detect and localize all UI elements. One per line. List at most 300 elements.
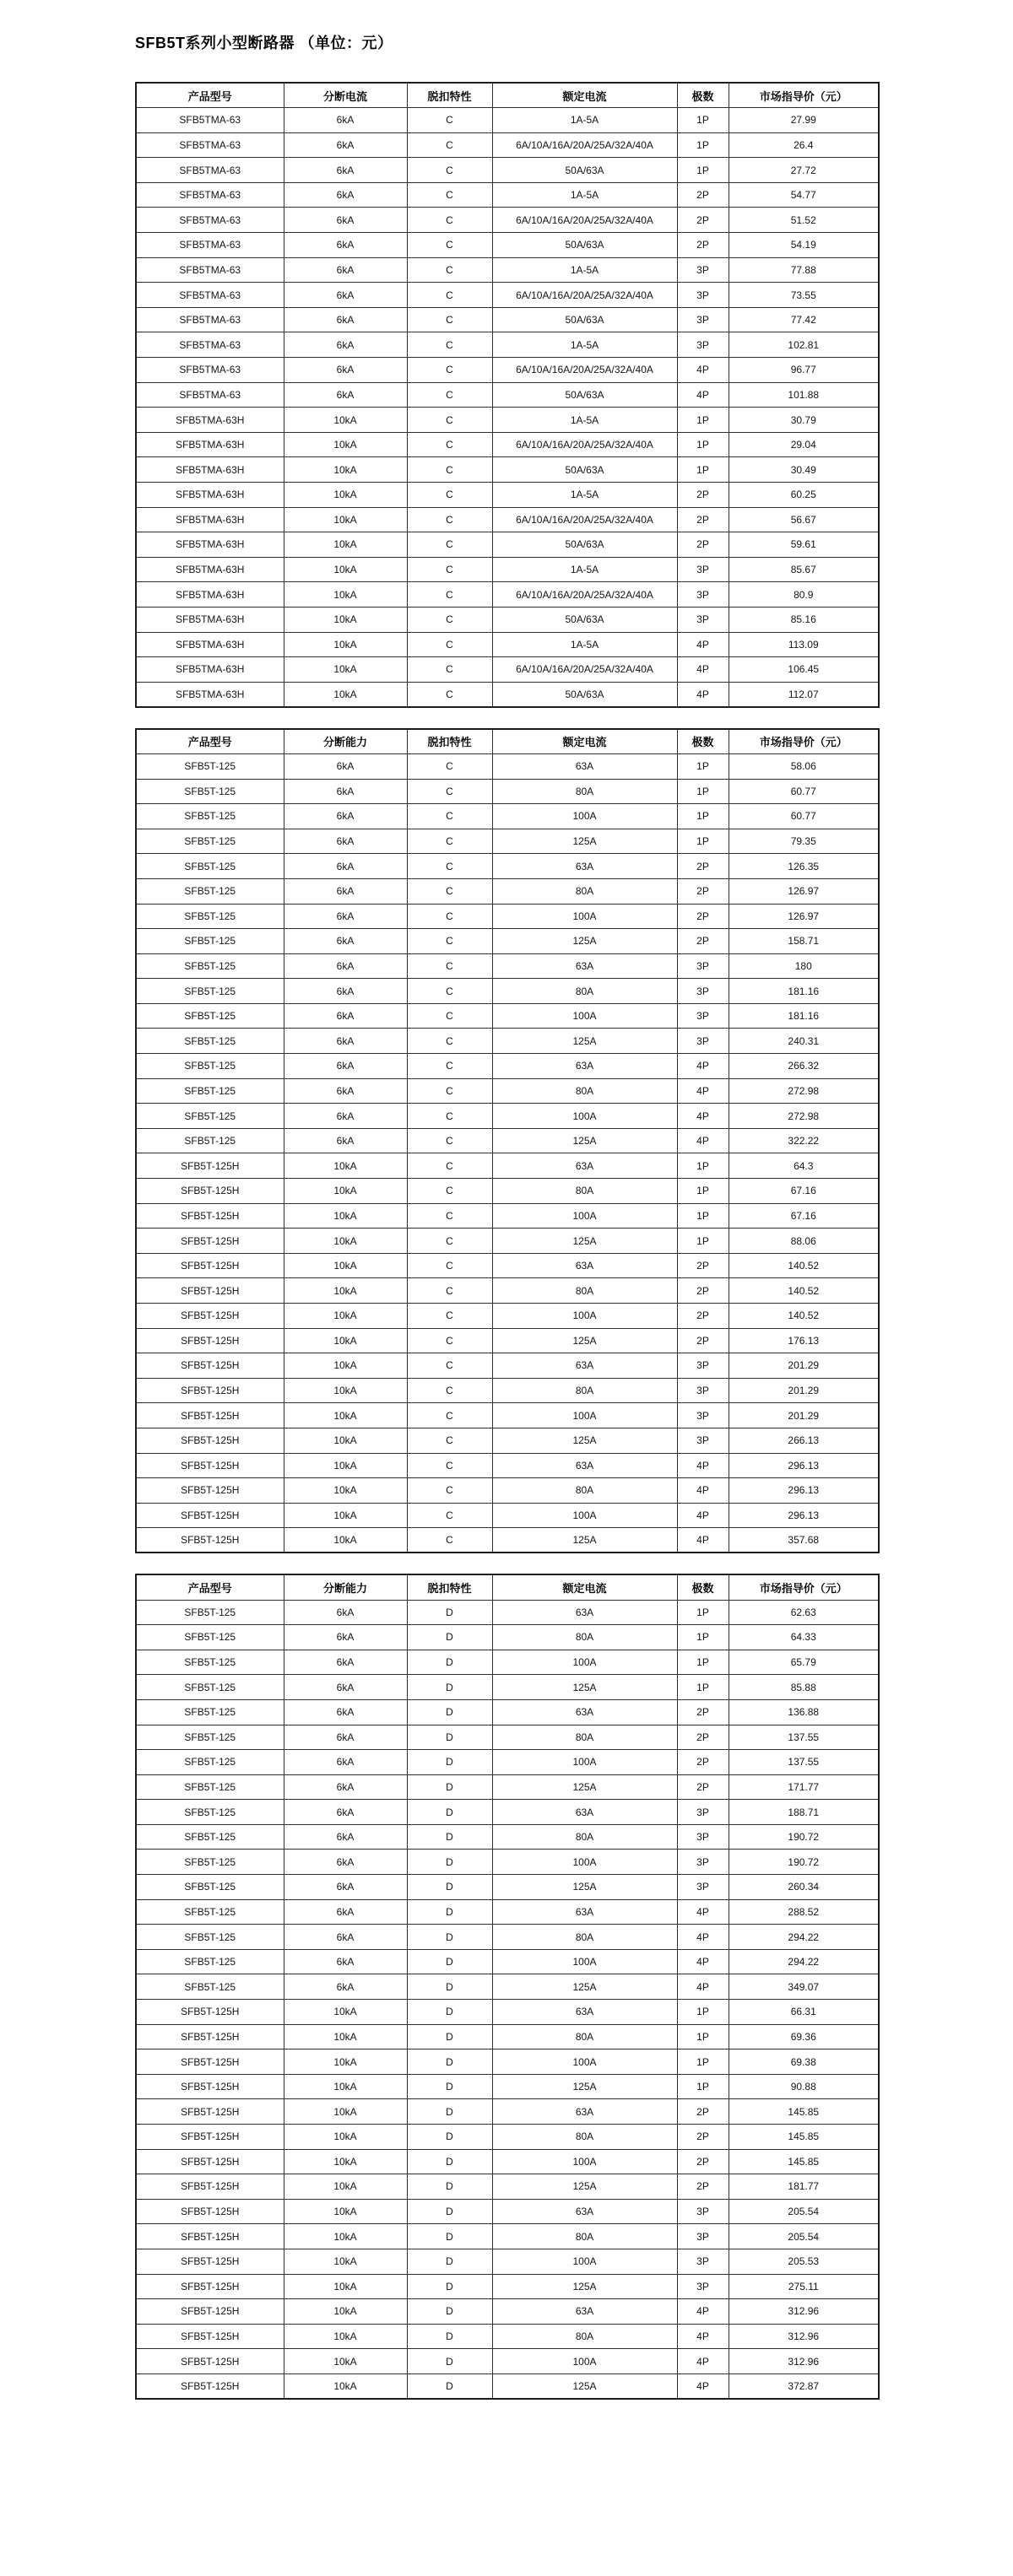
- table-row: [136, 979, 879, 1004]
- table-cell: 3P: [677, 557, 729, 582]
- table-row: [136, 1153, 879, 1179]
- table-cell: SFB5T-125H: [136, 2299, 284, 2325]
- table-cell: SFB5T-125: [136, 1774, 284, 1800]
- table-cell: 10kA: [284, 1503, 407, 1528]
- table-cell: C: [407, 979, 492, 1004]
- table-cell: 29.04: [729, 432, 879, 457]
- table-cell: 67.16: [729, 1203, 879, 1229]
- table-cell: SFB5T-125H: [136, 2174, 284, 2200]
- table-cell: 3P: [677, 953, 729, 979]
- table-cell: 4P: [677, 1503, 729, 1528]
- table-cell: 6kA: [284, 779, 407, 804]
- table-cell: 4P: [677, 1128, 729, 1153]
- table-cell: 2P: [677, 233, 729, 258]
- table-row: [136, 607, 879, 632]
- table-cell: 80A: [492, 1925, 677, 1950]
- table-cell: 6kA: [284, 1029, 407, 1054]
- table-row: [136, 878, 879, 904]
- table-cell: 1A-5A: [492, 332, 677, 358]
- table-header-row: [136, 1574, 879, 1600]
- table-cell: SFB5T-125: [136, 1054, 284, 1079]
- table-row: [136, 854, 879, 879]
- table-cell: C: [407, 829, 492, 854]
- table-cell: 112.07: [729, 682, 879, 707]
- table-row: [136, 208, 879, 233]
- table-row: [136, 382, 879, 408]
- table-cell: 6kA: [284, 1600, 407, 1625]
- table-cell: 6kA: [284, 1899, 407, 1925]
- table-row: [136, 1003, 879, 1029]
- table-cell: 10kA: [284, 2224, 407, 2249]
- table-cell: 6kA: [284, 1750, 407, 1775]
- table-cell: 6kA: [284, 1774, 407, 1800]
- table-cell: 125A: [492, 1128, 677, 1153]
- table-cell: 6kA: [284, 979, 407, 1004]
- table-cell: SFB5T-125: [136, 1003, 284, 1029]
- table-row: [136, 457, 879, 483]
- table-cell: 51.52: [729, 208, 879, 233]
- table-cell: SFB5TMA-63: [136, 108, 284, 133]
- table-cell: 10kA: [284, 1304, 407, 1329]
- table-row: [136, 2049, 879, 2075]
- table-cell: SFB5T-125: [136, 1949, 284, 1974]
- table-cell: D: [407, 1774, 492, 1800]
- table-row: [136, 332, 879, 358]
- table-cell: D: [407, 2349, 492, 2374]
- table-cell: D: [407, 2125, 492, 2150]
- table-cell: SFB5T-125H: [136, 2373, 284, 2399]
- table-cell: 100A: [492, 2349, 677, 2374]
- table-cell: D: [407, 1850, 492, 1875]
- table-cell: SFB5T-125H: [136, 1503, 284, 1528]
- table-cell: 136.88: [729, 1699, 879, 1725]
- table-cell: 54.77: [729, 182, 879, 208]
- table-cell: 145.85: [729, 2125, 879, 2150]
- table-cell: 6kA: [284, 1003, 407, 1029]
- table-cell: 1P: [677, 2074, 729, 2099]
- table-cell: 100A: [492, 1003, 677, 1029]
- table-cell: 85.67: [729, 557, 879, 582]
- table-row: [136, 2199, 879, 2224]
- table-cell: 3P: [677, 2224, 729, 2249]
- table-cell: 1P: [677, 804, 729, 829]
- table-cell: D: [407, 2224, 492, 2249]
- table-cell: C: [407, 1528, 492, 1553]
- table-cell: 101.88: [729, 382, 879, 408]
- table-cell: C: [407, 307, 492, 332]
- table-row: [136, 1600, 879, 1625]
- table-cell: 100A: [492, 804, 677, 829]
- table-row: [136, 1078, 879, 1104]
- table-row: [136, 1203, 879, 1229]
- table-cell: C: [407, 1353, 492, 1379]
- table-cell: C: [407, 632, 492, 657]
- table-cell: 137.55: [729, 1750, 879, 1775]
- table-cell: C: [407, 1179, 492, 1204]
- column-header: 极数: [677, 1574, 729, 1600]
- table-row: [136, 953, 879, 979]
- table-cell: SFB5T-125H: [136, 1403, 284, 1428]
- table-cell: D: [407, 2049, 492, 2075]
- table-cell: 60.77: [729, 779, 879, 804]
- table-row: [136, 1725, 879, 1750]
- table-cell: 10kA: [284, 2299, 407, 2325]
- table-row: [136, 1899, 879, 1925]
- table-cell: C: [407, 1304, 492, 1329]
- table-cell: SFB5T-125: [136, 753, 284, 779]
- table-cell: 125A: [492, 1528, 677, 1553]
- table-cell: 1A-5A: [492, 483, 677, 508]
- table-cell: C: [407, 929, 492, 954]
- table-cell: C: [407, 132, 492, 158]
- table-row: [136, 2125, 879, 2150]
- table-cell: 6kA: [284, 158, 407, 183]
- table-cell: SFB5TMA-63: [136, 307, 284, 332]
- table-cell: SFB5TMA-63: [136, 283, 284, 308]
- table-cell: C: [407, 804, 492, 829]
- table-cell: 80A: [492, 1378, 677, 1403]
- table-cell: 10kA: [284, 1528, 407, 1553]
- table-cell: D: [407, 1925, 492, 1950]
- table-cell: 100A: [492, 1650, 677, 1675]
- table-cell: C: [407, 358, 492, 383]
- table-cell: 1P: [677, 1675, 729, 1700]
- table-cell: 10kA: [284, 432, 407, 457]
- table-row: [136, 657, 879, 683]
- table-cell: 63A: [492, 2199, 677, 2224]
- table-cell: 26.4: [729, 132, 879, 158]
- table-cell: C: [407, 1203, 492, 1229]
- column-header: 产品型号: [136, 1574, 284, 1600]
- table-cell: C: [407, 332, 492, 358]
- table-cell: C: [407, 283, 492, 308]
- table-cell: 100A: [492, 1203, 677, 1229]
- table-cell: SFB5T-125H: [136, 1353, 284, 1379]
- table-cell: 80A: [492, 2324, 677, 2349]
- table-cell: 10kA: [284, 2274, 407, 2299]
- table-cell: D: [407, 2299, 492, 2325]
- table-cell: C: [407, 257, 492, 283]
- table-row: [136, 1478, 879, 1504]
- table-cell: SFB5T-125H: [136, 2000, 284, 2025]
- table-cell: 2P: [677, 2099, 729, 2125]
- table-cell: 158.71: [729, 929, 879, 954]
- table-cell: 6kA: [284, 332, 407, 358]
- table-cell: 4P: [677, 1104, 729, 1129]
- table-cell: SFB5T-125: [136, 1899, 284, 1925]
- table-cell: 2P: [677, 1725, 729, 1750]
- table-row: [136, 307, 879, 332]
- table-header-row: [136, 83, 879, 108]
- table-cell: C: [407, 432, 492, 457]
- table-cell: 6kA: [284, 257, 407, 283]
- table-cell: SFB5T-125: [136, 1800, 284, 1825]
- table-cell: 1P: [677, 132, 729, 158]
- table-cell: 63A: [492, 2099, 677, 2125]
- table-cell: D: [407, 2000, 492, 2025]
- table-row: [136, 132, 879, 158]
- table-cell: 10kA: [284, 532, 407, 558]
- table-cell: 4P: [677, 2324, 729, 2349]
- table-cell: 50A/63A: [492, 457, 677, 483]
- table-cell: SFB5T-125H: [136, 2074, 284, 2099]
- table-cell: 2P: [677, 2174, 729, 2200]
- table-cell: 140.52: [729, 1278, 879, 1304]
- table-cell: 80A: [492, 979, 677, 1004]
- column-header: 脱扣特性: [407, 1574, 492, 1600]
- table-cell: SFB5T-125: [136, 904, 284, 929]
- table-cell: 1A-5A: [492, 632, 677, 657]
- table-cell: 3P: [677, 307, 729, 332]
- table-cell: 10kA: [284, 2324, 407, 2349]
- table-cell: SFB5T-125H: [136, 2024, 284, 2049]
- table-cell: 6kA: [284, 929, 407, 954]
- table-cell: 77.88: [729, 257, 879, 283]
- table-cell: 145.85: [729, 2149, 879, 2174]
- table-cell: 6kA: [284, 1054, 407, 1079]
- table-row: [136, 1625, 879, 1650]
- table-row: [136, 2074, 879, 2099]
- table-cell: SFB5T-125H: [136, 2274, 284, 2299]
- table-row: [136, 408, 879, 433]
- table-cell: D: [407, 2373, 492, 2399]
- table-row: [136, 158, 879, 183]
- table-row: [136, 929, 879, 954]
- table-cell: 80A: [492, 878, 677, 904]
- table-cell: C: [407, 1104, 492, 1129]
- table-cell: 205.54: [729, 2199, 879, 2224]
- table-cell: 10kA: [284, 483, 407, 508]
- table-row: [136, 1974, 879, 2000]
- table-row: [136, 1403, 879, 1428]
- table-cell: 201.29: [729, 1378, 879, 1403]
- table-cell: C: [407, 953, 492, 979]
- table-cell: 10kA: [284, 2199, 407, 2224]
- table-cell: 312.96: [729, 2349, 879, 2374]
- table-cell: 266.13: [729, 1428, 879, 1453]
- table-cell: C: [407, 1253, 492, 1278]
- table-cell: SFB5T-125H: [136, 1328, 284, 1353]
- table-cell: 80A: [492, 1179, 677, 1204]
- table-row: [136, 1699, 879, 1725]
- table-cell: 10kA: [284, 582, 407, 608]
- table-cell: 80A: [492, 779, 677, 804]
- table-row: [136, 1503, 879, 1528]
- table-cell: 2P: [677, 2125, 729, 2150]
- table-cell: 80A: [492, 1824, 677, 1850]
- table-cell: 63A: [492, 753, 677, 779]
- table-row: [136, 557, 879, 582]
- table-cell: 181.16: [729, 1003, 879, 1029]
- table-cell: 3P: [677, 1875, 729, 1900]
- table-row: [136, 1054, 879, 1079]
- table-row: [136, 2299, 879, 2325]
- table-cell: 6kA: [284, 1824, 407, 1850]
- table-cell: C: [407, 1229, 492, 1254]
- table-cell: 294.22: [729, 1925, 879, 1950]
- table-cell: 125A: [492, 929, 677, 954]
- table-cell: 171.77: [729, 1774, 879, 1800]
- table-row: [136, 1253, 879, 1278]
- table-row: [136, 1824, 879, 1850]
- table-cell: 50A/63A: [492, 307, 677, 332]
- table-row: [136, 182, 879, 208]
- table-cell: D: [407, 1974, 492, 2000]
- table-cell: 1P: [677, 2000, 729, 2025]
- table-cell: 63A: [492, 1253, 677, 1278]
- table-cell: 180: [729, 953, 879, 979]
- table-cell: 2P: [677, 532, 729, 558]
- table-cell: 6kA: [284, 108, 407, 133]
- table-cell: D: [407, 2274, 492, 2299]
- table-cell: 125A: [492, 2373, 677, 2399]
- table-cell: 96.77: [729, 358, 879, 383]
- table-cell: 4P: [677, 358, 729, 383]
- table-row: [136, 358, 879, 383]
- table-cell: SFB5T-125: [136, 829, 284, 854]
- table-cell: 6A/10A/16A/20A/25A/32A/40A: [492, 507, 677, 532]
- table-cell: SFB5T-125H: [136, 1278, 284, 1304]
- table-cell: D: [407, 1800, 492, 1825]
- table-cell: SFB5TMA-63H: [136, 607, 284, 632]
- table-cell: SFB5T-125: [136, 1750, 284, 1775]
- table-row: [136, 2349, 879, 2374]
- table-cell: SFB5T-125: [136, 929, 284, 954]
- table-cell: 2P: [677, 208, 729, 233]
- table-cell: 4P: [677, 1949, 729, 1974]
- table-cell: 10kA: [284, 1353, 407, 1379]
- table-cell: C: [407, 878, 492, 904]
- table-row: [136, 2224, 879, 2249]
- table-cell: 10kA: [284, 2125, 407, 2150]
- table-cell: SFB5T-125: [136, 1675, 284, 1700]
- table-cell: 1P: [677, 2049, 729, 2075]
- table-cell: 64.3: [729, 1153, 879, 1179]
- table-cell: C: [407, 657, 492, 683]
- table-cell: 3P: [677, 1003, 729, 1029]
- table-cell: 3P: [677, 1029, 729, 1054]
- table-cell: SFB5TMA-63: [136, 233, 284, 258]
- table-row: [136, 1875, 879, 1900]
- table-cell: 205.53: [729, 2249, 879, 2274]
- table-cell: 6kA: [284, 1725, 407, 1750]
- table-cell: 10kA: [284, 2099, 407, 2125]
- table-cell: SFB5T-125H: [136, 2125, 284, 2150]
- table-cell: 6kA: [284, 1650, 407, 1675]
- table-cell: 10kA: [284, 408, 407, 433]
- table-cell: 10kA: [284, 2000, 407, 2025]
- table-cell: D: [407, 1699, 492, 1725]
- table-cell: 6kA: [284, 804, 407, 829]
- table-cell: 3P: [677, 1353, 729, 1379]
- table-row: [136, 632, 879, 657]
- table-cell: 3P: [677, 2249, 729, 2274]
- table-cell: 3P: [677, 1378, 729, 1403]
- column-header: 市场指导价（元）: [729, 83, 879, 108]
- table-cell: 10kA: [284, 1153, 407, 1179]
- table-cell: D: [407, 2324, 492, 2349]
- column-header: 产品型号: [136, 729, 284, 754]
- table-cell: 372.87: [729, 2373, 879, 2399]
- table-cell: 6kA: [284, 1875, 407, 1900]
- table-cell: SFB5T-125: [136, 1875, 284, 1900]
- table-cell: SFB5T-125: [136, 1078, 284, 1104]
- table-cell: 63A: [492, 1153, 677, 1179]
- table-cell: 125A: [492, 1328, 677, 1353]
- table-cell: 79.35: [729, 829, 879, 854]
- table-cell: C: [407, 753, 492, 779]
- page-title: SFB5T系列小型断路器 （单位：元）: [135, 35, 393, 51]
- table-cell: D: [407, 2174, 492, 2200]
- table-cell: C: [407, 1428, 492, 1453]
- table-row: [136, 753, 879, 779]
- table-cell: 85.16: [729, 607, 879, 632]
- table-cell: 125A: [492, 1675, 677, 1700]
- table-cell: 125A: [492, 2074, 677, 2099]
- table-cell: 4P: [677, 1054, 729, 1079]
- table-cell: 312.96: [729, 2299, 879, 2325]
- table-cell: 100A: [492, 2249, 677, 2274]
- table-cell: SFB5TMA-63H: [136, 532, 284, 558]
- table-cell: SFB5T-125: [136, 1128, 284, 1153]
- table-cell: SFB5TMA-63H: [136, 408, 284, 433]
- table-cell: 6kA: [284, 1104, 407, 1129]
- table-row: [136, 779, 879, 804]
- table-cell: SFB5T-125H: [136, 1253, 284, 1278]
- table-cell: 6kA: [284, 1949, 407, 1974]
- table-row: [136, 1029, 879, 1054]
- table-cell: 266.32: [729, 1054, 879, 1079]
- table-cell: C: [407, 779, 492, 804]
- table-cell: 50A/63A: [492, 158, 677, 183]
- table-cell: 2P: [677, 1774, 729, 1800]
- table-cell: SFB5TMA-63H: [136, 657, 284, 683]
- table-cell: 6kA: [284, 208, 407, 233]
- table-cell: 6kA: [284, 283, 407, 308]
- table-cell: 85.88: [729, 1675, 879, 1700]
- table-cell: 100A: [492, 1503, 677, 1528]
- table-cell: SFB5T-125H: [136, 1478, 284, 1504]
- table-cell: 1P: [677, 829, 729, 854]
- table-cell: SFB5T-125: [136, 804, 284, 829]
- table-cell: C: [407, 1003, 492, 1029]
- table-row: [136, 1800, 879, 1825]
- table-cell: 77.42: [729, 307, 879, 332]
- table-cell: 3P: [677, 283, 729, 308]
- column-header: 分断能力: [284, 1574, 407, 1600]
- table-cell: C: [407, 158, 492, 183]
- table-cell: 6kA: [284, 307, 407, 332]
- table-cell: 125A: [492, 1029, 677, 1054]
- table-cell: 2P: [677, 929, 729, 954]
- table-cell: 357.68: [729, 1528, 879, 1553]
- table-cell: C: [407, 182, 492, 208]
- table-cell: SFB5T-125: [136, 1699, 284, 1725]
- table-cell: C: [407, 233, 492, 258]
- column-header: 脱扣特性: [407, 729, 492, 754]
- table-cell: 6kA: [284, 1925, 407, 1950]
- table-row: [136, 1104, 879, 1129]
- table-cell: SFB5T-125: [136, 1029, 284, 1054]
- table-cell: 60.25: [729, 483, 879, 508]
- table-row: [136, 1328, 879, 1353]
- table-cell: C: [407, 1378, 492, 1403]
- table-cell: 2P: [677, 854, 729, 879]
- table-cell: 3P: [677, 1403, 729, 1428]
- table-cell: 6kA: [284, 829, 407, 854]
- table-cell: 1P: [677, 457, 729, 483]
- table-cell: 2P: [677, 1304, 729, 1329]
